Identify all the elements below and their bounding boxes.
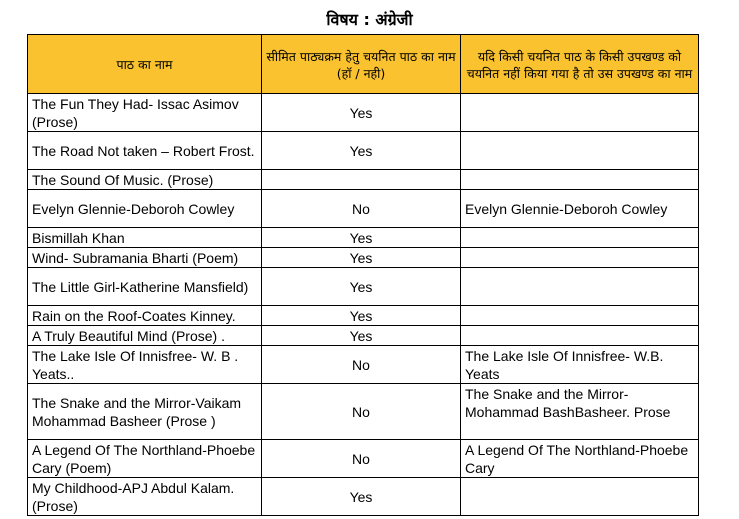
selected-status-cell [262,170,461,190]
lesson-name-cell: Evelyn Glennie-Deboroh Cowley [28,190,262,228]
lesson-name-cell: Rain on the Roof-Coates Kinney. [28,306,262,326]
table-row [28,94,699,132]
lesson-name-cell: The Road Not taken – Robert Frost. [28,132,262,170]
header-selected: सीमित पाठ्यक्रम हेतु चयनित पाठ का नाम (हॉ / नही) [262,35,461,94]
excluded-section-cell: A Legend Of The Northland-Phoebe Cary [461,440,699,478]
lesson-name-cell: The Snake and the Mirror-Vaikam Mohammad Basheer (Prose ) [28,384,262,440]
excluded-section-cell [461,268,699,306]
selected-status-cell: Yes [262,268,461,306]
table-row [28,228,699,248]
excluded-section-cell [461,170,699,190]
selected-status-cell: Yes [262,478,461,516]
selected-status-cell: No [262,190,461,228]
lesson-name-cell: The Little Girl-Katherine Mansfield) [28,268,262,306]
excluded-section-cell [461,228,699,248]
header-excluded-section: यदि किसी चयनित पाठ के किसी उपखण्ड को चयनित नहीं किया गया है तो उस उपखण्ड का नाम [461,35,699,94]
table-row [28,268,699,306]
table-row [28,384,699,440]
lesson-name-cell: The Lake Isle Of Innisfree- W. B . Yeats.. [28,346,262,384]
syllabus-table [27,34,699,516]
selected-status-cell: Yes [262,132,461,170]
lesson-name-cell: Wind- Subramania Bharti (Poem) [28,248,262,268]
selected-status-cell: No [262,346,461,384]
table-row [28,440,699,478]
lesson-name-cell: The Sound Of Music. (Prose) [28,170,262,190]
table-row [28,132,699,170]
selected-status-cell: Yes [262,326,461,346]
lesson-name-cell: A Legend Of The Northland-Phoebe Cary (Poem) [28,440,262,478]
table-row [28,346,699,384]
lesson-name-cell: A Truly Beautiful Mind (Prose) . [28,326,262,346]
excluded-section-cell [461,94,699,132]
excluded-section-cell [461,478,699,516]
selected-status-cell: Yes [262,228,461,248]
excluded-section-cell [461,132,699,170]
table-row [28,190,699,228]
selected-status-cell: No [262,440,461,478]
lesson-name-cell: My Childhood-APJ Abdul Kalam. (Prose) [28,478,262,516]
excluded-section-cell [461,248,699,268]
table-row [28,170,699,190]
table-body [28,94,699,516]
lesson-name-cell: The Fun They Had- Issac Asimov (Prose) [28,94,262,132]
excluded-section-cell: Evelyn Glennie-Deboroh Cowley [461,190,699,228]
header-lesson-name: पाठ का नाम [28,35,262,94]
selected-status-cell: Yes [262,306,461,326]
lesson-name-cell: Bismillah Khan [28,228,262,248]
table-row [28,478,699,516]
selected-status-cell: Yes [262,248,461,268]
header-row [28,35,699,94]
table-row [28,248,699,268]
excluded-section-cell [461,306,699,326]
table-row [28,306,699,326]
subject-title: विषय : अंग्रेजी [326,10,413,29]
selected-status-cell: No [262,384,461,440]
selected-status-cell: Yes [262,94,461,132]
excluded-section-cell: The Lake Isle Of Innisfree- W.B. Yeats [461,346,699,384]
excluded-section-cell [461,326,699,346]
excluded-section-cell: The Snake and the Mirror-Mohammad BashBasheer. Prose [461,384,699,440]
table-row [28,326,699,346]
